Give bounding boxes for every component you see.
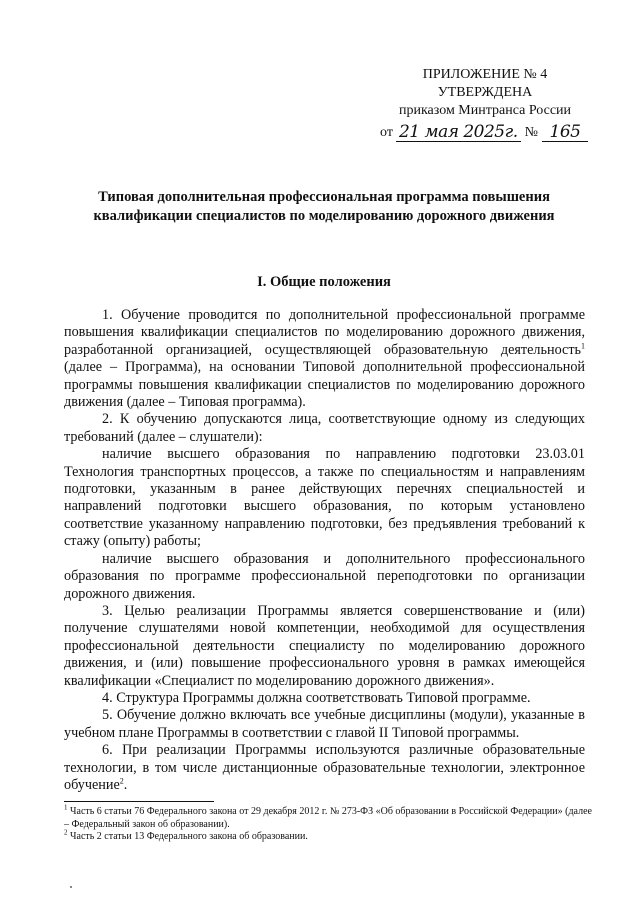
- paragraph-2-item-2: наличие высшего образования и дополнительного профессионального образования по программе профессиональной переподготовки по организации дорожного движения.: [64, 550, 585, 602]
- date-prefix: от: [380, 125, 393, 140]
- paragraph-4: 4. Структура Программы должна соответствовать Типовой программе.: [102, 689, 531, 706]
- approved-label: УТВЕРЖДЕНА: [437, 85, 533, 100]
- paragraph-2-item-1: наличие высшего образования по направлению подготовки 23.03.01 Технология транспортных процессов, а также по специальностям и направлениям подготовки, указанным в ранее действующих перечнях специальностей и направлений подготовки высшего образования, по которым установлено соответствие указанному направлению подготовки, без предъявления требований к стажу (опыту) работы;: [64, 446, 585, 550]
- paragraph-6: 6. При реализации Программы используются различные образовательные технологии, в том числе дистанционные образовательные технологии, электронное обучение$^2$.: [64, 742, 585, 793]
- paragraph-3: 3. Целью реализации Программы является совершенствование и (или) получение слушателями новой компетенции, необходимой для осуществления профессиональной деятельности специалисту по моделированию дорожного движения, и (или) повышение профессионального уровня в рамках имеющейся квалификации «Специалист по моделированию дорожного движения».: [64, 602, 585, 689]
- scan-mark: [70, 886, 72, 888]
- document-title: Типовая дополнительная профессиональная программа повышения квалификации специалистов по моделированию дорожного движения: [93, 189, 555, 224]
- paragraph-2: 2. К обучению допускаются лица, соответствующие одному из следующих требований (далее – слушатели):: [64, 411, 585, 445]
- footnote-ref-1: 1: [581, 341, 585, 351]
- paragraph-5: 5. Обучение должно включать все учебные дисциплины (модули), указанные в учебном плане Программы в соответствии с главой II Типовой программы.: [64, 707, 585, 741]
- section-heading: I. Общие положения: [257, 274, 391, 290]
- footnotes: [64, 803, 592, 844]
- paragraph-1: 1. Обучение проводится по дополнительной профессиональной программе повышения квалификации специалистов по моделированию дорожного движения, разработанной организацией, осуществляющей образовательную деятельность$^1$ (далее – Программа), на основании Типовой дополнительной профессиональной программы повышения квалификации специалистов по моделированию дорожного движения (далее – Типовая программа).: [64, 307, 585, 411]
- appendix-label: ПРИЛОЖЕНИЕ № 4: [422, 67, 548, 82]
- footnote-2: $^2$ Часть 2 статьи 13 Федерального закона об образовании.: [64, 828, 308, 842]
- order-label: приказом Минтранса России: [398, 103, 572, 118]
- footnote-1: $^1$ Часть 6 статьи 76 Федерального закона от 29 декабря 2012 г. № 273-ФЗ «Об образовании в Российской Федерации» (далее – Федеральный закон об образовании).: [64, 803, 592, 830]
- approval-block: [380, 66, 590, 142]
- order-number: 165: [542, 123, 588, 142]
- footnote-divider: [64, 801, 214, 802]
- order-date-line: [380, 118, 590, 142]
- order-date: 21 мая 2025г.: [396, 123, 521, 142]
- document-body: [64, 307, 585, 794]
- footnote-ref-2: 2: [119, 776, 124, 786]
- number-prefix: №: [524, 125, 538, 140]
